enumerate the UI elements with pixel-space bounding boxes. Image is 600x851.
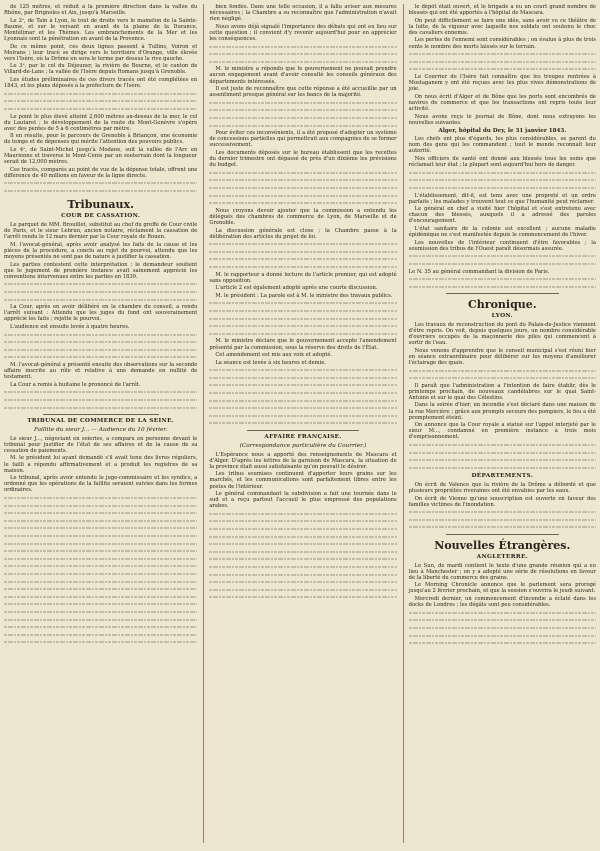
section-subheading: Faillite du sieur J... — Audience du 10 février. [33, 426, 168, 433]
section-divider [446, 534, 558, 535]
text-line [4, 563, 197, 569]
column-left [4, 4, 197, 843]
newspaper-page [4, 4, 596, 843]
article-paragraph: Nous croyons devoir ajouter que la commission a entendu les délégués des chambres de commerce de Lyon, de Marseille et de Grenoble. [209, 207, 397, 226]
text-line [209, 123, 396, 129]
section-subheading: LYON. [491, 312, 513, 319]
text-line [4, 339, 197, 345]
text-line [409, 261, 596, 267]
article-paragraph: La discussion générale est close ; la Chambre passe à la délibération des articles du projet de loi. [209, 227, 397, 240]
text-line [4, 533, 197, 539]
text-line [209, 331, 396, 337]
article-paragraph: Le 2ᵉ, de Tain à Lyon, le tout de droite vers le mamelon de la Sainte-Baume, et sur le versant en avant de la plaine de la Durance, Montélimar et les Thèmes. Les embranchements de la Mer et les Lyonnais sont la pénétration en avant de la Provence. [4, 17, 198, 42]
section-heading: Chronique. [468, 297, 537, 311]
article-paragraph: On écrit de Vienne qu'une souscription est ouverte en faveur des familles victimes de l'inondation. [408, 495, 596, 508]
text-line [209, 100, 396, 106]
text-line [209, 549, 396, 555]
text-line [4, 624, 197, 630]
section-subheading: COUR DE CASSATION. [61, 213, 141, 220]
text-line [4, 188, 197, 194]
text-line [409, 625, 596, 631]
article-paragraph: L'état sanitaire de la colonie est excellent ; aucune maladie épidémique ne s'est manifestée depuis le commencement de l'hiver. [408, 226, 596, 239]
article-paragraph: M. l'avocat-général a présenté ensuite des observations sur la seconde affaire inscrite au rôle et relative à une demande en nullité de testament. [4, 362, 198, 381]
text-line [4, 180, 197, 186]
text-line [409, 66, 596, 72]
text-line [4, 617, 197, 623]
article-paragraph: Pour éviter ces inconvénients, il a été proposé d'adopter un système de concessions partielles qui permettrait aux compagnies de se former successivement. [209, 130, 397, 149]
text-line [409, 185, 596, 191]
article-paragraph: de 125 mètres, et réduit à la première direction dans la vallée du Rhône, par Brignoles et Aix, jusqu'à Marseille. [4, 4, 198, 17]
text-line [4, 518, 197, 524]
text-line [4, 495, 197, 501]
text-line [409, 524, 596, 530]
article-paragraph: Le N. 35 au général commandant la division de Paris. [408, 268, 550, 275]
text-line [4, 601, 197, 607]
text-line [4, 503, 197, 509]
text-line [409, 177, 596, 183]
text-line [409, 610, 596, 616]
article-paragraph: Le 3ᵉ, par le col du Déjeuner, la rivière de Bourne, et le canton de Villard-de-Lans ; la vallée de l'Isère depuis Romans jusqu'à Grenoble. [4, 63, 198, 76]
article-paragraph: Les documents déposés sur le bureau établissent que les recettes du dernier trimestre ont dépassé de près d'un dixième les prévisions du budget. [209, 149, 397, 169]
article-paragraph: L'article 2 est également adopté après une courte discussion. [215, 285, 378, 292]
article-paragraph: L'audience est ensuite levée à quatre heures. [10, 324, 130, 331]
text-line [209, 367, 396, 373]
text-line [4, 579, 197, 585]
text-line [409, 450, 596, 456]
article-paragraph: Le général commandant la subdivision a fait une tournée dans le sud et a reçu partout l'accueil le plus empressé des populations arabes. [209, 491, 397, 510]
article-paragraph: bien fondés. Dans une telle occasion, il a fallu aviser aux mesures nécessaires ; la Chambre a su reconnaître que l'administration n'avait rien négligé. [209, 4, 397, 23]
article-paragraph: La Cour a remis à huitaine le prononcé de l'arrêt. [10, 381, 141, 388]
article-paragraph: Le sieur J..., négociant en soieries, a comparu en personne devant le tribunal pour justifier de l'état de ses affaires et de la cause de sa cessation de paiements. [4, 435, 198, 454]
text-line [209, 200, 396, 206]
text-line [209, 382, 396, 388]
text-line [209, 193, 396, 199]
text-line [209, 264, 396, 270]
article-paragraph: M. le rapporteur a donné lecture de l'article premier, qui est adopté sans opposition. [209, 271, 397, 284]
text-line [4, 347, 197, 353]
article-paragraph: M. le ministre a répondu que le gouvernement ne pouvait prendre aucun engagement avant d'avoir consulté les conseils généraux des départements intéressés. [209, 66, 397, 85]
text-line [209, 556, 396, 562]
text-line [209, 594, 396, 600]
article-paragraph: Cet amendement est mis aux voix et adopté. [215, 352, 333, 359]
section-subheading: AFFAIRE FRANÇAISE. [264, 433, 342, 440]
article-paragraph: Mercredi dernier, un commencement d'incendie a éclaté dans les docks de Londres ; les dégâts sont peu considérables. [408, 596, 596, 609]
article-paragraph: L'établissement, dit-il, est tenu avec une propreté et un ordre parfaits ; les malades y trouvent tout ce que l'humanité peut réclamer. [408, 192, 596, 205]
text-line [4, 556, 197, 562]
article-paragraph: On nous écrit d'Alger et de Bône que les ports sont encombrés de navires de commerce et que les transactions ont repris toute leur activité. [408, 93, 596, 112]
text-line [209, 572, 396, 578]
section-subheading: TRIBUNAL DE COMMERCE DE LA SEINE. [27, 417, 175, 424]
article-paragraph: Les travaux de reconstruction du pont du Palais-de-Justice viennent d'être repris. On voit, depuis quelques jours, un nombre considérable d'ouvriers occupés de la maçonnerie des piles qui commencent à sortir de l'eau. [408, 321, 596, 347]
text-line [209, 249, 396, 255]
section-heading: Tribunaux. [67, 198, 134, 212]
article-paragraph: Ces tracés, comparés au point de vue de la dépense totale, offrent une différence de 40 millions en faveur de la ligne directe. [4, 166, 198, 179]
text-line [4, 594, 197, 600]
text-line [409, 640, 596, 646]
text-line [209, 518, 396, 524]
section-heading: Nouvelles Étrangères. [434, 538, 571, 552]
article-paragraph: M. l'avocat-général, après avoir analysé les faits de la cause et les pièces de la procédure, a conclu au rejet du pourvoi, attendu que les moyens présentés ne sont pas de nature à justifier la cassation. [4, 241, 198, 261]
text-line [209, 541, 396, 547]
text-line [409, 59, 596, 65]
text-line [409, 253, 596, 259]
article-paragraph: On écrit de Valence que la rivière de la Drôme a débordé et que plusieurs propriétés riveraines ont été envahies par les eaux. [408, 481, 596, 494]
text-line [209, 579, 396, 585]
text-line [209, 526, 396, 532]
article-paragraph: Nous avons reçu le journal de Bône, dont nous extrayons les nouvelles suivantes. [408, 113, 596, 126]
article-paragraph: Le Sun, de mardi contient le texte d'une grande réunion qui a eu lieu à Manchester ; on y a adopté une série de résolutions en faveur de la liberté du commerce des grains. [408, 562, 596, 581]
article-paragraph: Le tribunal, après avoir entendu le juge-commissaire et les syndics, a ordonné que les opérations de la faillite seraient suivies dans les formes ordinaires. [4, 475, 198, 494]
article-paragraph: Il en résulte, pour le parcours de Grenoble à Briançon, une économie de temps et de dépenses qui mérite l'attention des pouvoirs publics. [4, 133, 198, 146]
article-paragraph: De ce même point, ces deux lignes passent à Tullins, Voiron et Moirans ; leur tracé se dirige vers le territoire d'Orange, ville élevée vers l'Isère, où la Drôme en sera le terme par dessus la rive gauche. [4, 43, 198, 62]
article-paragraph: Les pertes de l'ennemi sont considérables ; on évalue à plus de trois cents le nombre des morts laissés sur le terrain. [408, 37, 596, 50]
text-line [409, 368, 596, 374]
section-subheading: (Correspondance particulière du Courrier.) [239, 442, 367, 449]
text-line [209, 534, 396, 540]
text-line [4, 510, 197, 516]
text-line [209, 405, 396, 411]
article-paragraph: Les parties contestent cette interprétation ; le demandeur soutient que le jugement de première instance avait sainement apprécié les conventions intervenues entre les parties en 1839. [4, 261, 198, 280]
article-paragraph: Nous avons déjà signalé l'importance des débats qui ont eu lieu sur cette question ; il convient d'y revenir aujourd'hui pour en apprécier les conséquences. [209, 23, 397, 42]
text-line [209, 587, 396, 593]
article-paragraph: Il est juste de reconnaître que cette réponse a été accueillie par un assentiment presque général sur les bancs de la majorité. [209, 86, 397, 99]
text-line [4, 609, 197, 615]
article-paragraph: M. le président : La parole est à M. le ministre des travaux publics. [215, 292, 393, 299]
article-paragraph: Dans la soirée d'hier, un incendie s'est déclaré dans une maison de la rue Mercière ; grâce aux prompts secours des pompiers, le feu a été promptement éteint. [408, 402, 596, 421]
text-line [409, 276, 596, 282]
text-line [209, 51, 396, 57]
text-line [4, 91, 197, 97]
text-line [209, 185, 396, 191]
text-line [209, 241, 396, 247]
article-paragraph: Le parquet de MM. Brouillet, substitut au chef du greffe de Cour civile de Paris, et le sieur Lebrun, ancien notaire, réclament la cassation de l'arrêt rendu le 12 mars dernier par la Cour royale de Rouen. [4, 222, 198, 241]
text-line [209, 511, 396, 517]
text-line [4, 332, 197, 338]
article-paragraph: Le point le plus élevé atteint 2,600 mètres au-dessus de la mer, le col du Lautaret ; le développement de la route du Mont-Genèvre s'opère avec des pentes de 5 à 6 centimètres par mètre. [4, 113, 198, 132]
article-paragraph: M. le président lui ayant demandé s'il avait tenu des livres réguliers, le failli a répondu affirmativement et a produit les registres de sa maison. [4, 455, 198, 474]
text-line [409, 442, 596, 448]
text-line [4, 586, 197, 592]
text-line [4, 639, 197, 645]
article-paragraph: Le Morning Chronicle annonce que le parlement sera prorogé jusqu'au 2 février prochain, et que la session s'ouvrira le jeudi suivant. [408, 582, 596, 595]
text-line [209, 170, 396, 176]
article-paragraph: Les tribus soumises continuent d'apporter leurs grains sur les marchés, et les communications sont parfaitement libres entre les postes de l'intérieur. [209, 471, 397, 490]
text-line [209, 564, 396, 570]
article-paragraph: le dépôt était ouvert, et le brigade a eu un court grand nombre de blessés qui ont été apportés à l'hôpital de Mascara. [408, 4, 596, 17]
text-line [4, 98, 197, 104]
dateline: Alger, hôpital du Dey, le 31 janvier 1843. [438, 127, 567, 134]
text-line [409, 517, 596, 523]
article-paragraph: Nous venons d'apprendre que le conseil municipal s'est réuni hier en séance extraordinaire pour délibérer sur les moyens d'améliorer l'éclairage des quais. [408, 347, 596, 366]
text-line [4, 541, 197, 547]
text-line [209, 256, 396, 262]
text-line [209, 44, 396, 50]
article-paragraph: Nos officiers de santé ont donné aux blessés tous les soins que réclamait leur état ; la plupart sont aujourd'hui hors de danger. [408, 156, 596, 169]
article-paragraph: On annonce que la Cour royale a statué sur l'appel interjeté par le sieur M..., condamné en première instance à trois mois d'emprisonnement. [408, 422, 596, 441]
text-line [409, 284, 596, 290]
column-right [403, 4, 596, 843]
section-subheading: DÉPARTEMENTS. [471, 472, 534, 479]
text-line [409, 633, 596, 639]
text-line [209, 375, 396, 381]
article-paragraph: Les chefs ont plus d'égards, les plus considérables, se parent du nom des gens qui les commandent ; tout le monde reconnaît leur autorité. [408, 136, 596, 155]
text-line [4, 548, 197, 554]
text-line [409, 375, 596, 381]
text-line [209, 300, 396, 306]
text-line [209, 115, 396, 121]
text-line [4, 297, 197, 303]
section-divider [446, 293, 558, 294]
article-paragraph: Le général en chef a visité hier l'hôpital et s'est entretenu avec chacun des blessés, auxquels il a adressé des paroles d'encouragement. [408, 206, 596, 225]
article-paragraph: L'Espérance nous a apporté des renseignements de Mascara et d'Alger. D'après les lettres de la garnison de Mascara, la situation de la province était aussi satisfaisante qu'on pouvait le désirer. [209, 451, 397, 470]
text-line [209, 420, 396, 426]
text-line [409, 51, 596, 57]
text-line [209, 398, 396, 404]
column-middle [203, 4, 396, 843]
text-line [4, 106, 197, 112]
text-line [209, 59, 396, 65]
text-line [209, 323, 396, 329]
text-line [4, 405, 197, 411]
article-paragraph: Le Courrier de l'Isère fait connaître que les troupes rentrées à Mostaganem y ont été reçues avec les plus vives démonstrations de joie. [408, 73, 596, 93]
article-paragraph: On peut difficilement se faire une idée, sans avoir vu ce théâtre de la lutte, de la vigueur avec laquelle nos soldats ont soutenu le choc des cavaliers ennemis. [408, 17, 596, 36]
article-paragraph: La Cour, après en avoir délibéré en la chambre du conseil, a rendu l'arrêt suivant : Attendu que les juges du fond ont souverainement apprécié les faits ; rejette le pourvoi. [4, 304, 198, 323]
text-line [209, 413, 396, 419]
text-line [209, 390, 396, 396]
text-line [409, 509, 596, 515]
article-paragraph: La séance est levée à six heures et demie. [215, 359, 326, 366]
section-divider [247, 430, 359, 431]
article-paragraph: Le 4ᵉ, de Saint-Michel jusqu'à Modane, suit la vallée de l'Arc en Maurienne et traverse le Mont-Cenis par un souterrain dont la longueur serait de 12,000 mètres. [4, 146, 198, 166]
text-line [409, 170, 596, 176]
section-subheading: ANGLETERRE. [476, 553, 528, 560]
text-line [409, 465, 596, 471]
text-line [4, 289, 197, 295]
text-line [409, 617, 596, 623]
text-line [4, 389, 197, 395]
text-line [4, 281, 197, 287]
text-line [209, 316, 396, 322]
text-line [209, 107, 396, 113]
text-line [4, 397, 197, 403]
text-line [4, 632, 197, 638]
article-paragraph: Les nouvelles de l'intérieur continuent d'être favorables ; la soumission des tribus de l'Ouest paraît désormais assurée. [408, 239, 596, 252]
text-line [209, 177, 396, 183]
text-line [4, 571, 197, 577]
text-line [4, 354, 197, 360]
text-line [209, 308, 396, 314]
text-line [4, 525, 197, 531]
section-divider [43, 414, 159, 415]
text-line [409, 457, 596, 463]
article-paragraph: Il paraît que l'administration a l'intention de faire établir, dès le printemps prochain, de nouveaux candélabres sur le quai Saint-Antoine et sur le quai des Célestins. [408, 382, 596, 401]
article-paragraph: M. le ministre déclare que le gouvernement accepte l'amendement présenté par la commission, sous la réserve des droits de l'État. [209, 338, 397, 351]
article-paragraph: Les études préliminaires de ces divers tracés ont été complétées en 1843, et les plans déposés à la préfecture de l'Isère. [4, 77, 198, 90]
